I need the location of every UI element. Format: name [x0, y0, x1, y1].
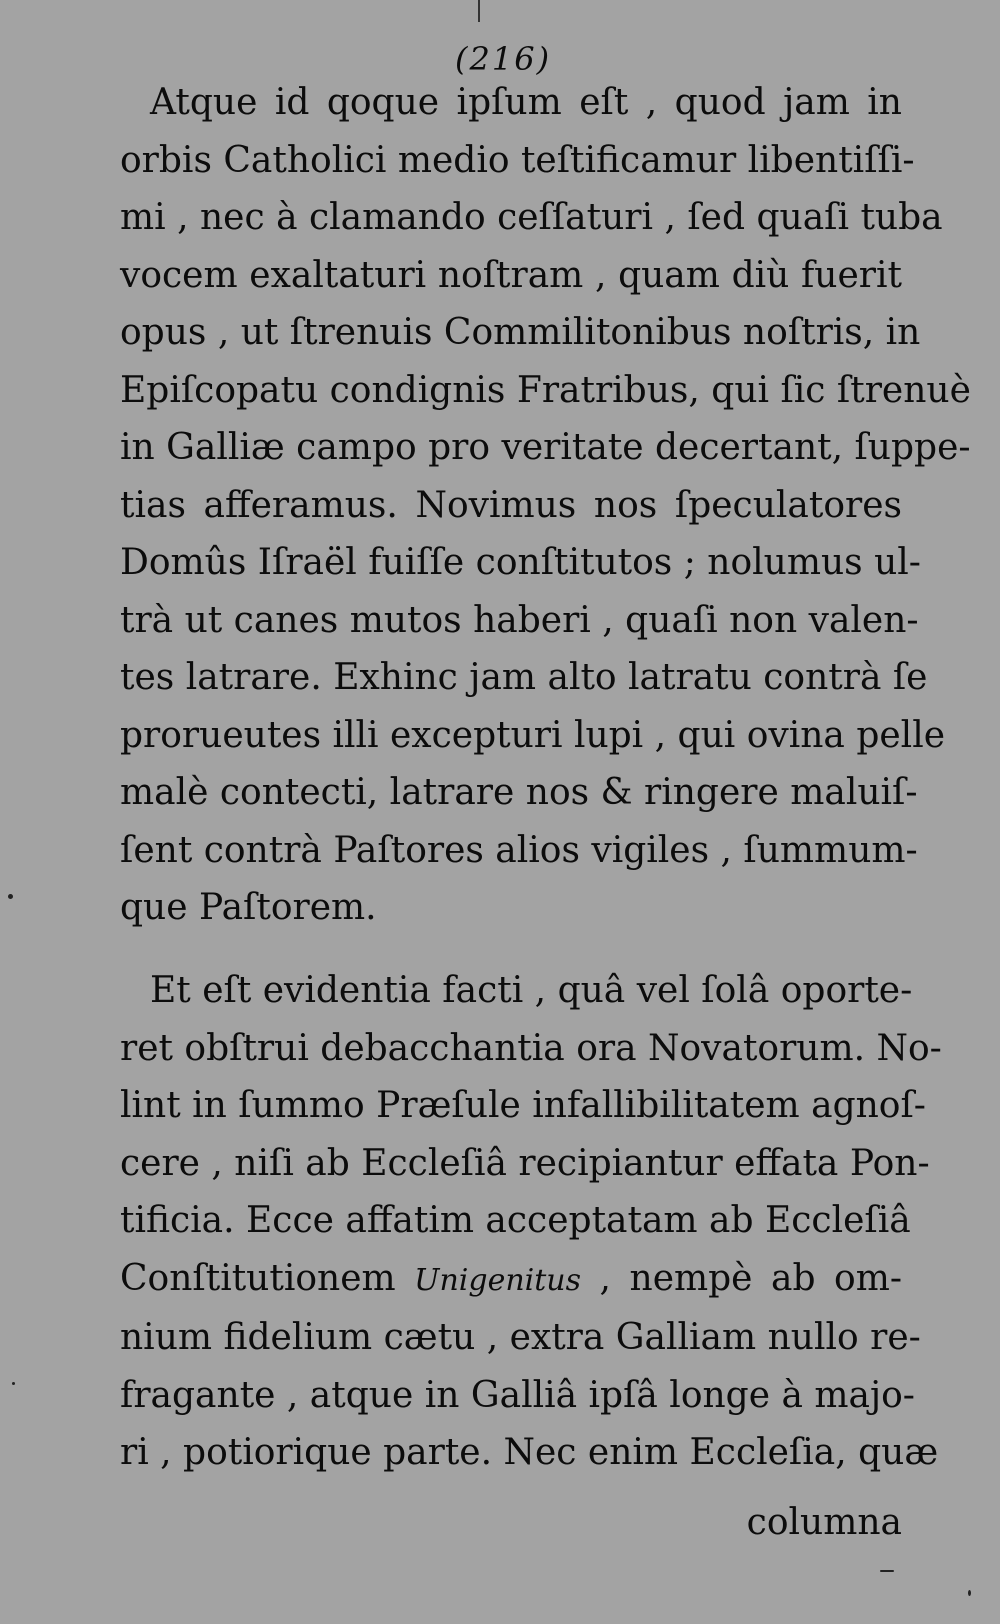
- ink-speck: [8, 894, 13, 899]
- text-line: Et eſt evidentia facti , quâ vel ſolâ oporte-: [150, 970, 913, 1011]
- text-line: ri , potiorique parte. Nec enim Eccleſia, quæ: [120, 1432, 939, 1473]
- text-line: tes latrare. Exhinc jam alto latratu contrà ſe: [120, 657, 928, 698]
- page-number: (216): [455, 40, 552, 78]
- text-line: Domûs Iſraël fuiſſe conſtitutos ; nolumus ul-: [120, 542, 921, 583]
- text-line: prorueutes illi excepturi lupi , qui ovina pelle: [120, 714, 946, 756]
- text-line: in Galliæ campo pro veritate decertant, ſuppe-: [120, 427, 971, 468]
- text-line: nium fidelium cætu , extra Galliam nullo re-: [120, 1317, 921, 1358]
- italic-title: Unigenitus: [414, 1262, 582, 1298]
- text-line: orbis Catholici medio teſtificamur libentiſſi-: [120, 139, 915, 181]
- text-line-with-italic: [120, 1250, 902, 1310]
- text-line: opus , ut ſtrenuis Commilitonibus noſtris, in: [120, 312, 921, 353]
- ink-speck: [968, 1590, 971, 1596]
- text-segment: Conſtitutionem: [120, 1257, 415, 1299]
- paragraph-1: [120, 74, 971, 937]
- text-line: mi , nec à clamando ceſſaturi , ſed quaſi tuba: [120, 197, 943, 238]
- text-line: que Paſtorem.: [120, 887, 377, 928]
- text-line: ſent contrà Paſtores alios vigiles , ſummum-: [120, 829, 918, 871]
- text-line: fragante , atque in Galliâ ipſâ longe à majo-: [120, 1374, 915, 1416]
- text-line: tias afferamus. Novimus nos ſpeculatores: [120, 484, 902, 526]
- text-line: tificia. Ecce affatim acceptatam ab Eccleſiâ: [120, 1200, 911, 1241]
- text-line: lint in ſummo Præſule infallibilitatem agnoſ-: [120, 1085, 926, 1126]
- ink-speck: [880, 1570, 894, 1572]
- text-line: Atque id qoque ipſum eſt , quod jam in: [150, 82, 902, 123]
- text-segment: , nempè ab om-: [581, 1257, 902, 1299]
- text-line: cere , niſi ab Eccleſiâ recipiantur effata Pon-: [120, 1142, 930, 1184]
- text-line: malè contecti, latrare nos & ringere maluiſ-: [120, 772, 918, 813]
- top-rule: [478, 0, 480, 22]
- text-line: trà ut canes mutos haberi , quaſi non valen-: [120, 599, 919, 641]
- text-line: ret obſtrui debacchantia ora Novatorum. No-: [120, 1027, 942, 1069]
- catchword: columna: [746, 1502, 902, 1543]
- ink-speck: [12, 1382, 15, 1385]
- paragraph-2: [120, 962, 942, 1482]
- text-line: Epiſcopatu condignis Fratribus, qui ſic ſtrenuè: [120, 369, 971, 411]
- text-line: vocem exaltaturi noſtram , quam diù fuerit: [120, 254, 902, 296]
